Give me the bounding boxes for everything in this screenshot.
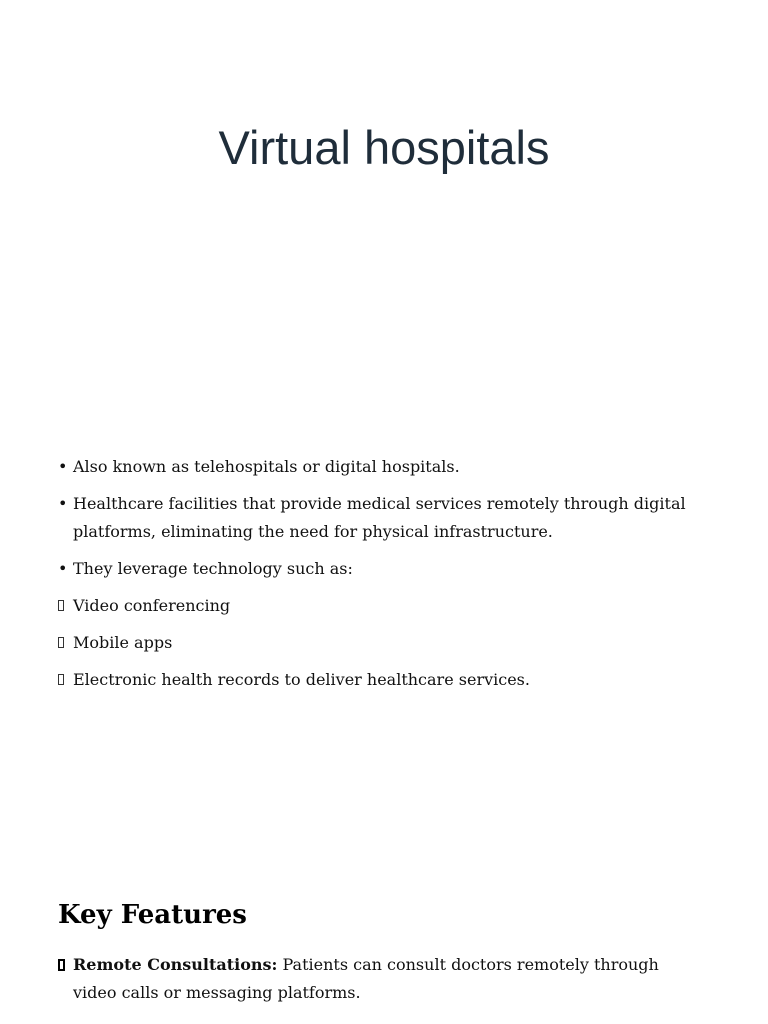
list-item-text: Healthcare facilities that provide medical services remotely through digital platforms, eliminating the need for physical infrastructure. xyxy=(73,494,686,541)
list-item-text: They leverage technology such as: xyxy=(73,559,353,578)
technology-list xyxy=(58,592,698,694)
key-features-list xyxy=(58,951,698,1007)
page-title: Virtual hospitals xyxy=(218,121,550,174)
list-item xyxy=(58,490,698,546)
checkbox-glyph-icon xyxy=(58,600,64,611)
list-item xyxy=(58,453,698,481)
list-item xyxy=(58,555,698,583)
feature-text: Patients can consult doctors remotely through video calls or messaging platforms. xyxy=(73,955,659,1002)
list-item xyxy=(58,592,698,620)
checkbox-glyph-icon xyxy=(58,674,64,685)
list-item xyxy=(58,951,698,1007)
intro-bullet-list xyxy=(58,453,698,583)
checkbox-glyph-icon xyxy=(58,959,65,971)
checkbox-glyph-icon xyxy=(58,637,64,648)
list-item xyxy=(58,629,698,657)
list-item-text: Video conferencing xyxy=(73,596,231,615)
bullet-marker: • xyxy=(58,457,68,476)
list-item-text: Mobile apps xyxy=(73,633,173,652)
list-item-text: Electronic health records to deliver healthcare services. xyxy=(73,670,530,689)
feature-label: Remote Consultations: xyxy=(73,955,278,974)
list-item-text: Also known as telehospitals or digital hospitals. xyxy=(73,457,460,476)
list-item xyxy=(58,666,698,694)
section-heading: Key Features xyxy=(58,900,247,930)
bullet-marker: • xyxy=(58,494,68,513)
bullet-marker: • xyxy=(58,559,68,578)
